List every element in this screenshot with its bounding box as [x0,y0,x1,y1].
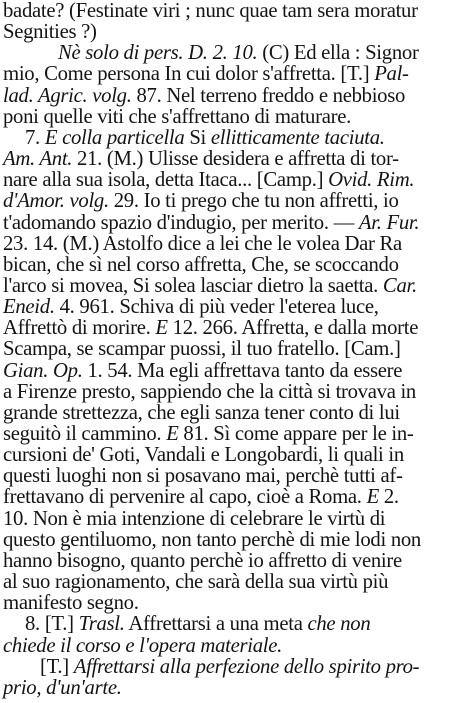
text-line: 10. Non è mia intenzione di celebrare le virtù di [3,507,386,530]
text-line: al suo ragionamento, che sarà della sua virtù più [3,571,389,594]
text-line: 7. E colla particella Si ellitticamente taciuta. [25,126,385,149]
text-line: a Firenze presto, sappiendo che la città si trovava in [3,380,416,403]
text-line: hanno bisogno, quanto perchè io affretto di venire [3,549,402,572]
text-line: prio, d'un'arte. [3,676,122,699]
text-line: d'Amor. volg. 29. Io ti prego che tu non affretti, io [3,190,399,213]
text-line: poni quelle viti che s'affrettano di maturare. [3,105,351,128]
text-line: 23. 14. (M.) Astolfo dice a lei che le volea Dar Ra [3,232,402,255]
text-line: questo gentiluomo, non tanto perchè di mie lodi non [3,528,421,551]
text-line: grande strettezza, che egli sanza tener conto di lui [3,401,400,424]
text-line: nare alla sua isola, detta Itaca... [Camp.] Ovid. Rim. [3,169,415,192]
text-line: manifesto segno. [3,592,139,615]
text-line: Gian. Op. 1. 54. Ma egli affrettava tanto da essere [3,359,403,382]
text-line: lad. Agric. volg. 87. Nel terreno freddo e nebbioso [3,84,406,107]
text-line: frettavano di pervenire al capo, cioè a Roma. E 2. [3,486,399,509]
text-line: chiede il corso e l'opera materiale. [3,634,283,657]
text-line: Eneid. 4. 961. Schiva di più veder l'eterea luce, [3,296,379,319]
text-line: t'adomando spazio d'indugio, per merito. — Ar. Fur. [3,211,420,234]
text-line: mio, Come persona In cui dolor s'affretta. [T.] Pal- [3,63,409,86]
text-line: bican, che sì nel corso affretta, Che, se scoccando [3,253,399,276]
text-line: Scampa, se scampar puossi, il tuo fratello. [Cam.] [3,338,401,361]
text-line: l'arco si movea, Si solea lasciar dietro la saetta. Car. [3,274,417,297]
text-line: Affrettò di morire. E 12. 266. Affretta, e dalla morte [3,317,419,340]
text-line: questi luoghi non si posavano mai, perchè tutti af- [3,465,403,488]
text-line: Nè solo di pers. D. 2. 10. (C) Ed ella : Signor [58,42,419,65]
text-line: Segnities ?) [3,21,97,44]
text-line: seguitò il cammino. E 81. Sì come appare per le in- [3,423,414,446]
text-line: cursioni de' Goti, Vandali e Longobardi, li quali in [3,444,404,467]
text-line: Am. Ant. 21. (M.) Ulisse desidera e affretta di tor- [3,148,399,171]
text-line: [T.] Affrettarsi alla perfezione dello spirito pro- [40,655,420,678]
text-line: 8. [T.] Trasl. Affrettarsi a una meta che non [25,613,371,636]
text-line: badate? (Festinate viri ; nunc quae tam sera moratur [3,0,418,22]
